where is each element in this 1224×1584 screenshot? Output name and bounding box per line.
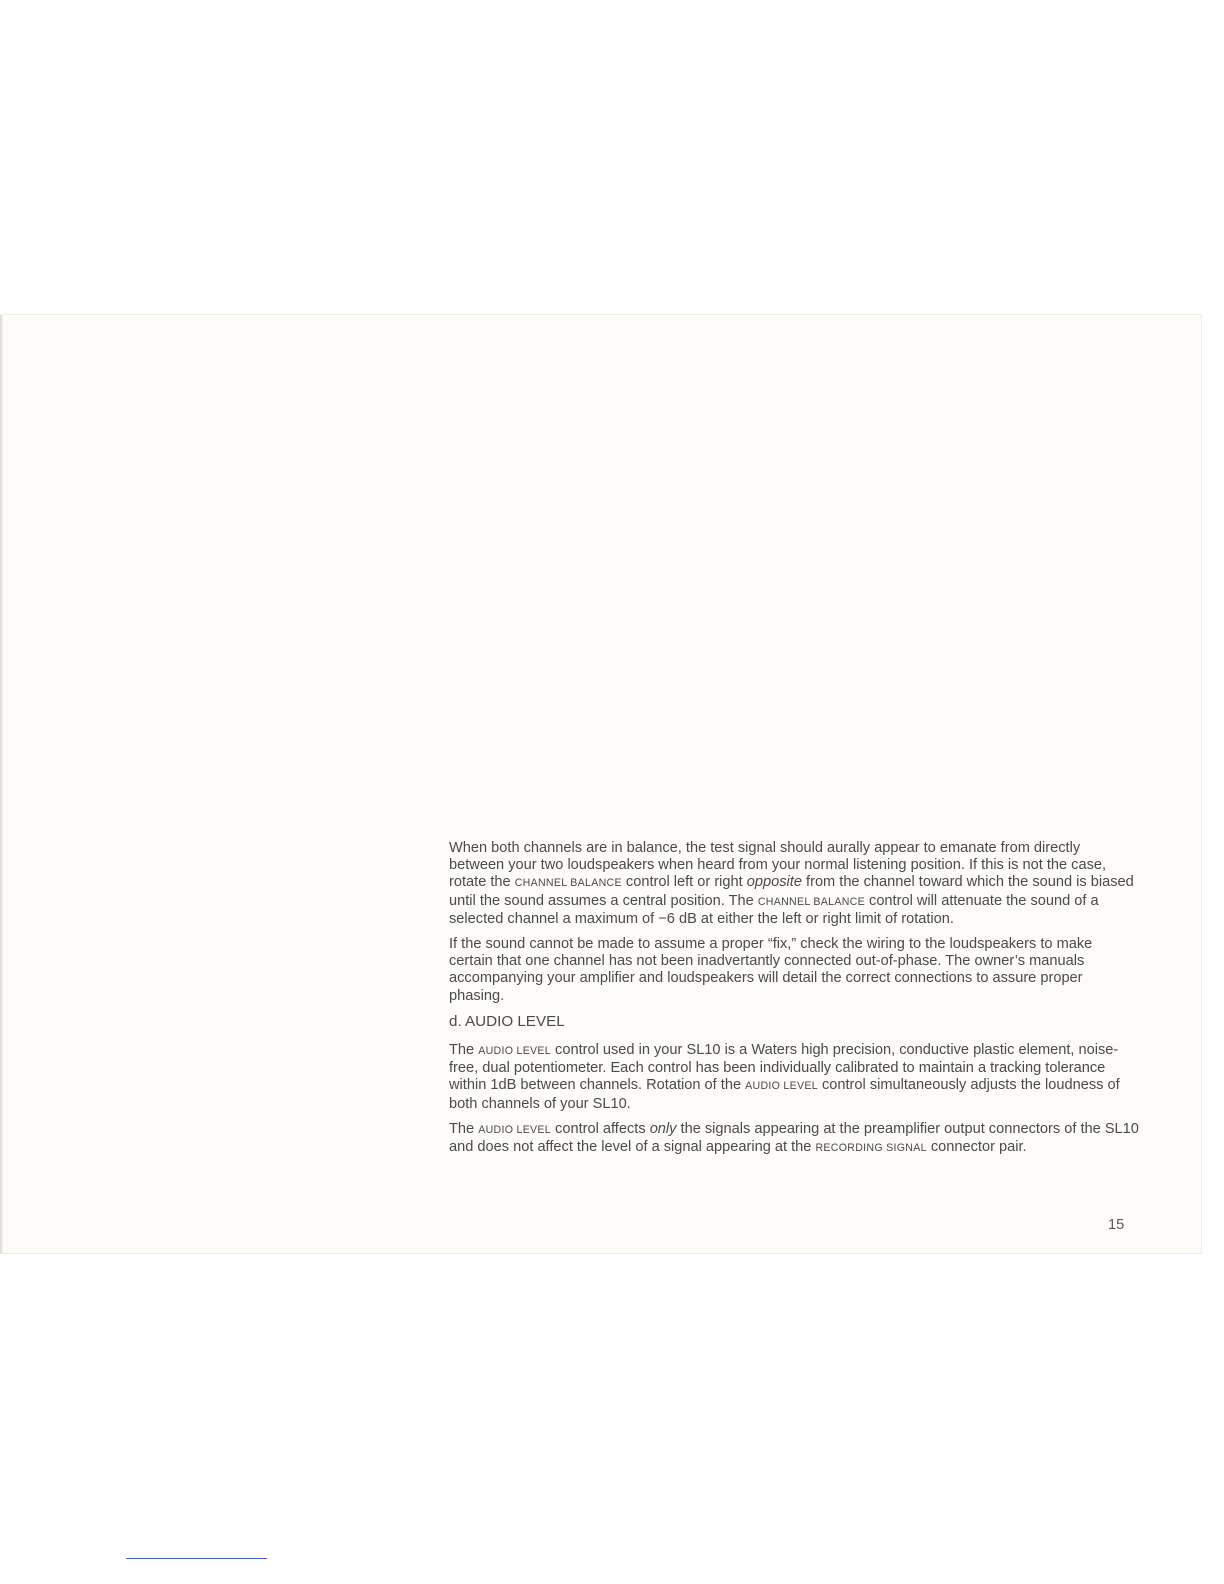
text-run: control affects [550,1120,650,1137]
body-text [449,840,1139,1165]
control-name: CHANNEL BALANCE [514,877,622,890]
page-binding-edge [0,315,3,1253]
text-run: control left or right [621,874,747,891]
text-run: from the channel toward which the sound is biased until the sound assumes a central position. The [449,874,1134,909]
text-run: The [449,1042,479,1059]
text-run: When both channels are in balance, the test signal should aurally appear to emanate from directly between your two loudspeakers when heard from your normal listening position. If this is not the case, rotate the [449,840,1107,891]
text-run: the signals appearing at the preamplifier output connectors of the SL10 and does not affect the level of a signal appearing at the [449,1120,1139,1156]
text-run: The [449,1120,479,1137]
text-run: connector pair. [926,1139,1027,1156]
text-run: control used in your SL10 is a Waters high precision, conductive plastic element, noise-free, dual potentiometer. Each control has been individually calibrated to maintain a tracking tolerance within 1dB between channels. Rotation of the [449,1042,1119,1094]
control-name: AUDIO LEVEL [478,1123,551,1136]
manual-page [0,314,1202,1254]
paragraph-audio-level-scope [449,1121,1139,1157]
text-run: If the sound cannot be made to assume a proper “fix,” check the wiring to the loudspeakers to make certain that one channel has not been inadvertantly connected out-of-phase. The owner’s manuals accompanying your amplifier and loudspeakers will detail the correct connections to assure proper phasing. [449,936,1093,1004]
control-name: CHANNEL BALANCE [757,895,865,908]
underline-rule [126,1558,267,1559]
text-run: control simultaneously adjusts the loudness of both channels of your SL10. [449,1077,1120,1112]
text-run: control will attenuate the sound of a selected channel a maximum of −6 dB at either the left or right limit of rotation. [449,892,1099,927]
control-name: AUDIO LEVEL [745,1080,818,1093]
page-number: 15 [1108,1217,1125,1233]
emphasis: opposite [746,874,802,891]
paragraph-audio-level-description [449,1042,1139,1113]
control-name: RECORDING SIGNAL [815,1142,927,1155]
control-name: AUDIO LEVEL [478,1045,551,1058]
paragraph-phasing [449,936,1139,1005]
paragraph-channel-balance [449,840,1139,928]
emphasis: only [649,1120,677,1137]
section-heading-audio-level: d. AUDIO LEVEL [449,1012,565,1030]
